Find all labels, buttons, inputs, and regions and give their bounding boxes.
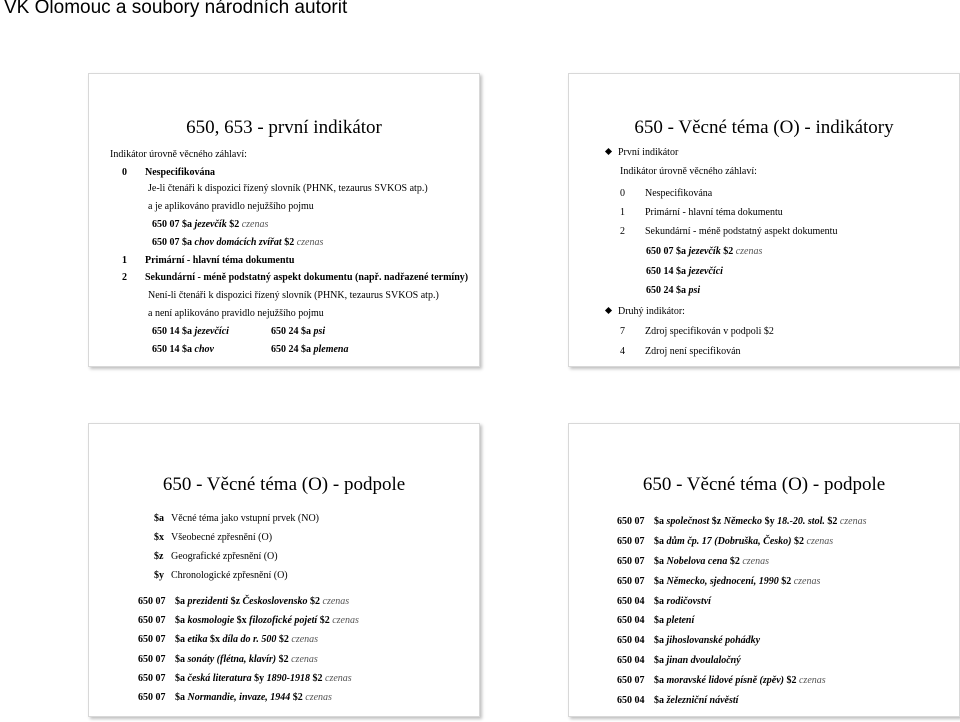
field-example: 650 07 $a dům čp. 17 (Dobruška, Česko) $2 czenas xyxy=(617,536,834,547)
field-example: 650 07 $a jezevčík $2 czenas xyxy=(646,246,763,257)
indicator-value: 1 Primární - hlavní téma dokumentu xyxy=(122,255,295,266)
slide-text: a je aplikováno pravidlo nejužšího pojmu xyxy=(148,201,314,212)
slide-text: Indikátor úrovně věcného záhlaví: xyxy=(110,149,247,160)
diamond-bullet-icon xyxy=(605,307,612,314)
indicator-value: 2 Sekundární - méně podstatný aspekt dokumentu (např. nadřazené termíny) xyxy=(122,272,469,283)
field-example: 650 04 $a rodičovství xyxy=(617,596,711,607)
slide-text: Není-li čtenáři k dispozici řízený slovník (PHNK, tezaurus SVKOS atp.) xyxy=(148,290,439,301)
slide-text: Indikátor úrovně věcného záhlaví: xyxy=(620,166,757,177)
slide-text: Je-li čtenáři k dispozici řízený slovník (PHNK, tezaurus SVKOS atp.) xyxy=(148,183,428,194)
field-example: 650 24 $a plemena xyxy=(271,344,349,355)
field-example: 650 24 $a psi xyxy=(271,326,326,337)
bullet-item: První indikátor xyxy=(606,147,678,159)
indicator-value: 0 Nespecifikována xyxy=(620,188,713,199)
field-example: 650 07 $a kosmologie $x filozofické pojetí $2 czenas xyxy=(138,615,359,626)
field-example: 650 07 $a Nobelova cena $2 czenas xyxy=(617,556,769,567)
subfield-row: $y Chronologické zpřesnění (O) xyxy=(154,570,288,581)
field-example: 650 24 $a psi xyxy=(646,285,701,296)
field-example: 650 07 $a Normandie, invaze, 1944 $2 czenas xyxy=(138,692,332,703)
field-example: 650 14 $a jezevčíci xyxy=(152,326,229,337)
indicator-value: 4 Zdroj není specifikován xyxy=(620,346,741,357)
slide-title: 650 - Věcné téma (O) - podpole xyxy=(642,474,886,495)
field-example: 650 14 $a jezevčíci xyxy=(646,266,723,277)
field-example: 650 04 $a pletení xyxy=(617,615,695,626)
field-example: 650 04 $a jinan dvoulaločný xyxy=(617,655,741,666)
slide-1 xyxy=(88,73,480,367)
field-example: 650 07 $a Německo, sjednocení, 1990 $2 czenas xyxy=(617,576,821,587)
diamond-bullet-icon xyxy=(605,148,612,155)
field-example: 650 04 $a jihoslovanské pohádky xyxy=(617,635,761,646)
slide-title: 650 - Věcné téma (O) - podpole xyxy=(162,474,406,495)
field-example: 650 07 $a prezidenti $z Československo $2 czenas xyxy=(138,596,350,607)
slide-4 xyxy=(568,423,960,717)
indicator-value: 1 Primární - hlavní téma dokumentu xyxy=(620,207,783,218)
field-example: 650 04 $a železniční návěstí xyxy=(617,695,739,706)
field-example: 650 07 $a sonáty (flétna, klavír) $2 czenas xyxy=(138,654,318,665)
field-example: 650 14 $a chov xyxy=(152,344,214,355)
slide-title: 650 - Věcné téma (O) - indikátory xyxy=(634,117,894,138)
indicator-value: 0 Nespecifikována xyxy=(122,167,215,178)
slide-title: 650, 653 - první indikátor xyxy=(186,117,382,138)
subfield-row: $z Geografické zpřesnění (O) xyxy=(154,551,278,562)
subfield-row: $a Věcné téma jako vstupní prvek (NO) xyxy=(154,513,320,524)
field-example: 650 07 $a společnost $z Německo $y 18.-20. stol. $2 czenas xyxy=(617,516,867,527)
field-example: 650 07 $a moravské lidové písně (zpěv) $2 czenas xyxy=(617,675,826,686)
field-example: 650 07 $a česká literatura $y 1890-1918 $2 czenas xyxy=(138,673,352,684)
subfield-row: $x Všeobecné zpřesnění (O) xyxy=(154,532,273,543)
slide-text: a není aplikováno pravidlo nejužšího pojmu xyxy=(148,308,324,319)
page-title: VK Olomouc a soubory národních autorit xyxy=(4,0,348,18)
field-example: 650 07 $a chov domácích zvířat $2 czenas xyxy=(152,237,324,248)
indicator-value: 7 Zdroj specifikován v podpoli $2 xyxy=(620,326,774,337)
bullet-item: Druhý indikátor: xyxy=(606,306,685,318)
slide-3 xyxy=(88,423,480,717)
field-example: 650 07 $a jezevčík $2 czenas xyxy=(152,219,269,230)
indicator-value: 2 Sekundární - méně podstatný aspekt dokumentu xyxy=(620,226,838,237)
slide-2 xyxy=(568,73,960,367)
field-example: 650 07 $a etika $x díla do r. 500 $2 czenas xyxy=(138,634,319,645)
